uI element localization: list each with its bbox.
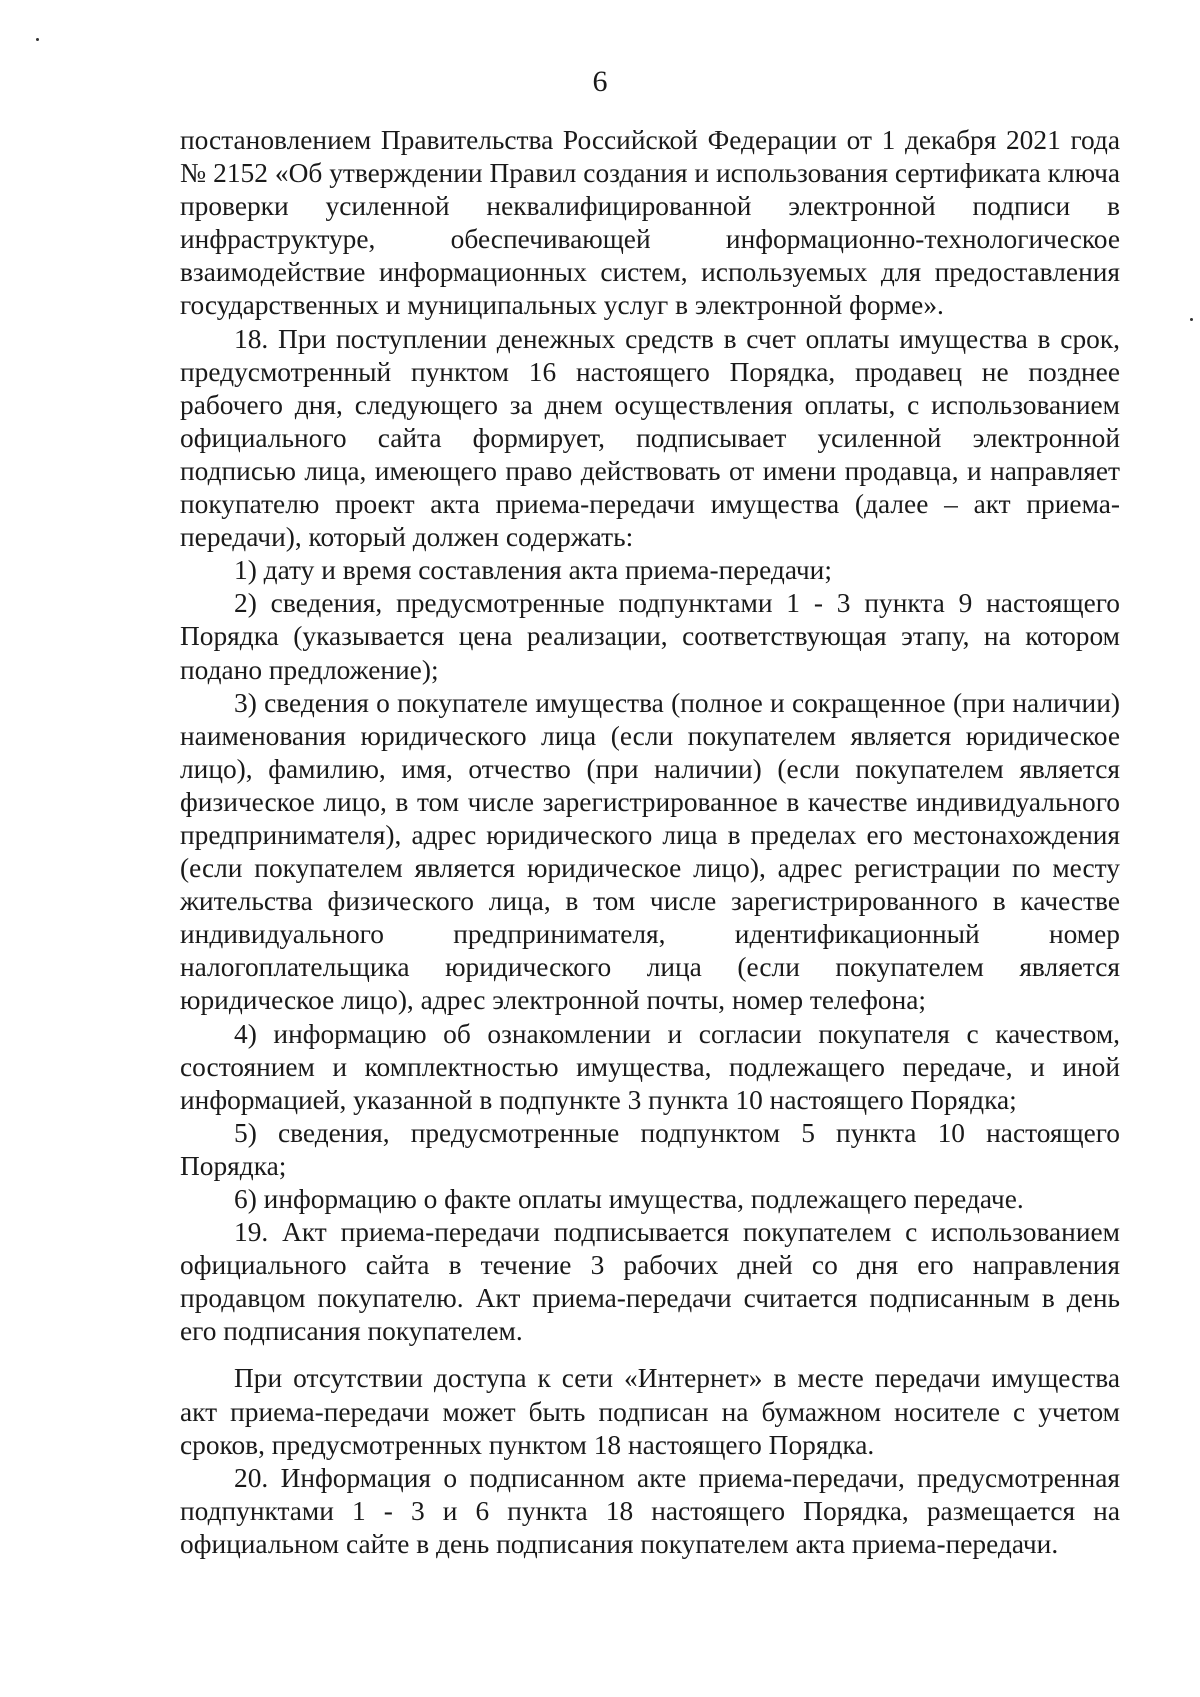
paragraph-clause-20: 20. Информация о подписанном акте приема-передачи, предусмотренная подпунктами 1 - 3 и 6 пункта 18 настоящего Порядка, размещается на официальном сайте в день подписания покупателем акта приема-передачи. bbox=[180, 1462, 1120, 1559]
paragraph-item-5: 5) сведения, предусмотренные подпунктом 5 пункта 10 настоящего Порядка; bbox=[180, 1117, 1120, 1181]
scan-speck bbox=[1190, 318, 1193, 321]
page-number: 6 bbox=[592, 65, 608, 98]
scan-speck bbox=[36, 38, 39, 41]
paragraph-internet-absence: При отсутствии доступа к сети «Интернет» в месте передачи имущества акт приема-передачи может быть подписан на бумажном носителе с учетом сроков, предусмотренных пунктом 18 настоящего Порядка. bbox=[180, 1363, 1120, 1460]
paragraph-clause-19: 19. Акт приема-передачи подписывается покупателем с использованием официального сайта в течение 3 рабочих дней со дня его направления продавцом покупателю. Акт приема-передачи считается подписанным в день его подписания покупателем. bbox=[180, 1217, 1120, 1347]
paragraph-decree-reference: постановлением Правительства Российской Федерации от 1 декабря 2021 года № 2152 «Об утверждении Правил создания и использования сертификата ключа проверки усиленной неквалифицированной электронной подписи в инфраструктуре, обеспечивающей информационно-технологическое взаимодействие информационных систем, используемых для предоставления государственных и муниципальных услуг в электронной форме». bbox=[180, 125, 1120, 321]
document-body bbox=[180, 124, 1120, 1561]
paragraph-item-1: 1) дату и время составления акта приема-передачи; bbox=[234, 555, 832, 586]
paragraph-clause-18: 18. При поступлении денежных средств в счет оплаты имущества в срок, предусмотренный пунктом 16 настоящего Порядка, продавец не позднее рабочего дня, следующего за днем осуществления оплаты, с использованием официального сайта формирует, подписывает усиленной электронной подписью лица, имеющего право действовать от имени продавца, и направляет покупателю проект акта приема-передачи имущества (далее – акт приема-передачи), который должен содержать: bbox=[180, 323, 1120, 553]
paragraph-item-2: 2) сведения, предусмотренные подпунктами 1 - 3 пункта 9 настоящего Порядка (указывается цена реализации, соответствующая этапу, на котором подано предложение); bbox=[180, 588, 1120, 685]
paragraph-item-3: 3) сведения о покупателе имущества (полное и сокращенное (при наличии) наименования юридического лица (если покупателем является юридическое лицо), фамилию, имя, отчество (при наличии) (если покупателем является физическое лицо, в том числе зарегистрированное в качестве индивидуального предпринимателя), адрес юридического лица в пределах его местонахождения (если покупателем является юридическое лицо), адрес регистрации по месту жительства физического лица, в том числе зарегистрированного в качестве индивидуального предпринимателя, идентификационный номер налогоплательщика юридического лица (если покупателем является юридическое лицо), адрес электронной почты, номер телефона; bbox=[180, 687, 1120, 1016]
paragraph-item-6: 6) информацию о факте оплаты имущества, подлежащего передаче. bbox=[234, 1184, 1024, 1214]
paragraph-item-4: 4) информацию об ознакомлении и согласии покупателя с качеством, состоянием и комплектностью имущества, подлежащего передаче, и иной информацией, указанной в подпункте 3 пункта 10 настоящего Порядка; bbox=[180, 1018, 1120, 1115]
